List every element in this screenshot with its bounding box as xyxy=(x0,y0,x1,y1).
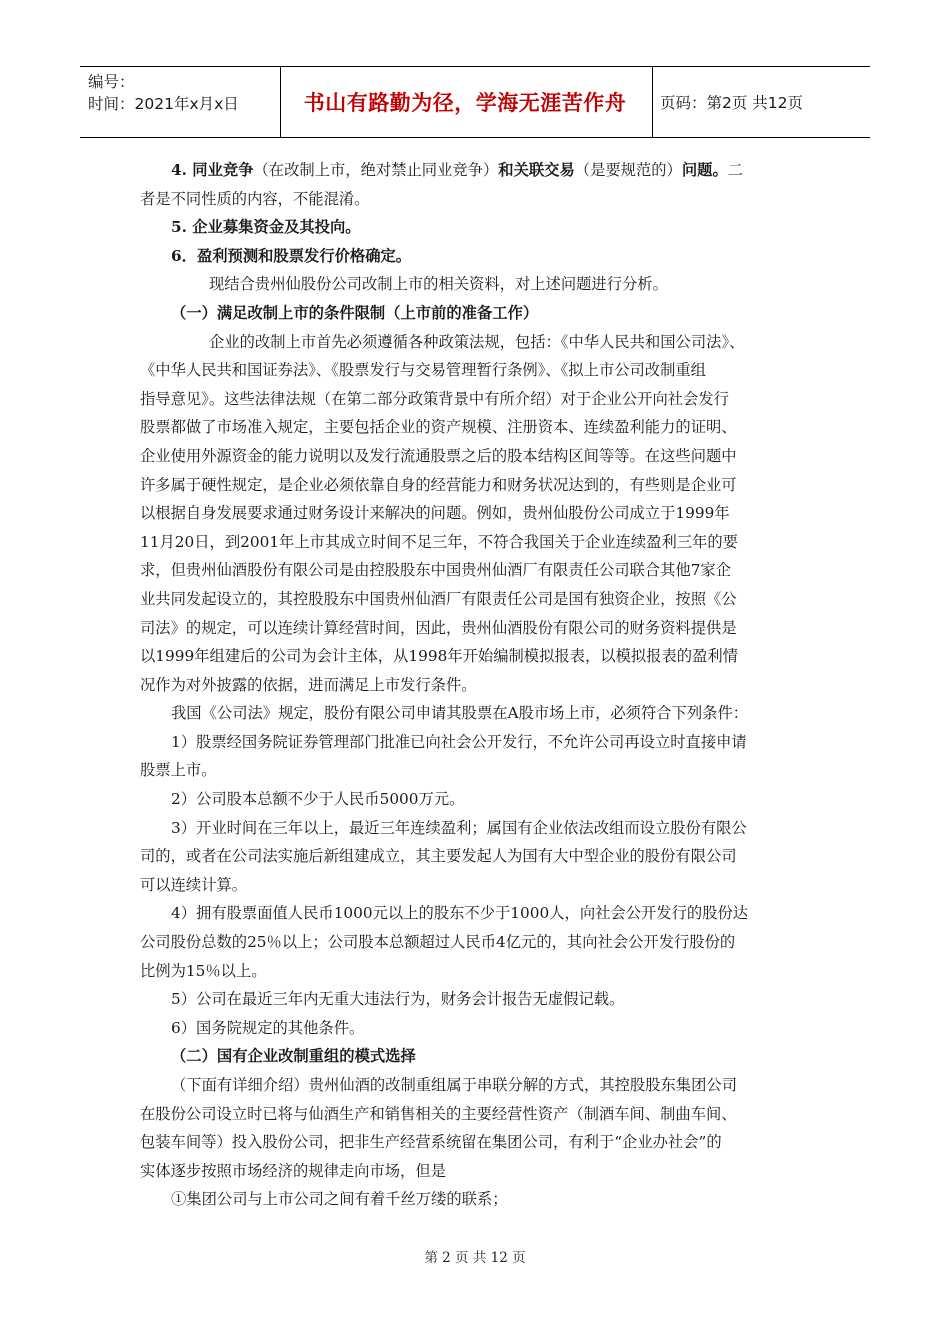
document-body xyxy=(140,156,810,1214)
bold-term: 和关联交易 xyxy=(498,161,575,179)
condition-item: 3）开业时间在三年以上，最近三年连续盈利；属国有企业依法改组而设立股份有限公 xyxy=(171,818,747,837)
note-text: （是要规范的） xyxy=(574,161,682,179)
text-line: 业共同发起设立的，其控股股东中国贵州仙酒厂有限责任公司是国有独资企业，按照《公 xyxy=(140,589,737,608)
text-line: 公司股份总数的25％以上；公司股本总额超过人民币4亿元的，其向社会公开发行股份的 xyxy=(140,933,736,952)
header-motto: 书山有路勤为径，学海无涯苦作舟 xyxy=(303,91,627,115)
note-text: 二 xyxy=(727,161,744,179)
paragraph-restructure xyxy=(140,1071,810,1185)
text-line: 企业的改制上市首先必须遵循各种政策法规，包括：《中华人民共和国公司法》、 xyxy=(209,332,745,351)
text-line: 企业使用外源资金的能力说明以及发行流通股票之后的股本结构区间等等。在这些问题中 xyxy=(140,446,737,465)
intro-paragraph: 现结合贵州仙股份公司改制上市的相关资料，对上述问题进行分析。 xyxy=(209,275,668,294)
law-intro: 我国《公司法》规定，股份有限公司申请其股票在A股市场上市，必须符合下列条件： xyxy=(171,704,749,723)
text-line: 司的，或者在公司法实施后新组建成立，其主要发起人为国有大中型企业的股份有限公司 xyxy=(140,847,737,866)
header-meta xyxy=(88,71,278,115)
bold-term: 同业竞争 xyxy=(192,161,254,179)
item-4-continued: 者是不同性质的内容，不能混淆。 xyxy=(140,189,370,208)
condition-item: 6）国务院规定的其他条件。 xyxy=(171,1018,365,1037)
note-text: （在改制上市，绝对禁止同业竞争） xyxy=(253,161,499,179)
condition-item: 2）公司股本总额不少于人民币5000万元。 xyxy=(171,790,465,809)
text-line: 《中华人民共和国证券法》、《股票发行与交易管理暂行条例》、《拟上市公司改制重组 xyxy=(140,361,706,380)
text-line: 股票都做了市场准入规定，主要包括企业的资产规模、注册资本、连续盈利能力的证明、 xyxy=(140,418,737,437)
text-line: 实体逐步按照市场经济的规律走向市场，但是 xyxy=(140,1161,446,1180)
text-line: 比例为15％以上。 xyxy=(140,961,267,980)
text-line: 况作为对外披露的依据，进而满足上市发行条件。 xyxy=(140,675,477,694)
condition-item: 1）股票经国务院证券管理部门批准已向社会公开发行，不允许公司再设立时直接申请 xyxy=(171,732,747,751)
paragraph-conditions xyxy=(140,328,810,700)
text-line: （下面有详细介绍）贵州仙酒的改制重组属于串联分解的方式，其控股股东集团公司 xyxy=(171,1076,737,1094)
page-footer: 第 2 页 共 12 页 xyxy=(424,1250,526,1266)
item-5: 5. 企业募集资金及其投向。 xyxy=(171,218,361,237)
condition-item: 5）公司在最近三年内无重大违法行为，财务会计报告无虚假记载。 xyxy=(171,990,625,1009)
text-line: 求，但贵州仙酒股份有限公司是由控股股东中国贵州仙酒厂有限责任公司联合其他7家企 xyxy=(140,561,732,580)
section-1-title: （一）满足改制上市的条件限制（上市前的准备工作） xyxy=(171,303,539,322)
text-line: 司法》的规定，可以连续计算经营时间，因此，贵州仙酒股份有限公司的财务资料提供是 xyxy=(140,618,737,637)
text-line: 许多属于硬性规定，是企业必须依靠自身的经营能力和财务状况达到的，有些则是企业可 xyxy=(140,475,737,494)
conditions-list xyxy=(140,728,810,1043)
text-line: 11月20日，到2001年上市其成立时间不足三年，不符合我国关于企业连续盈利三年的要 xyxy=(140,532,738,551)
text-line: 包装车间等）投入股份公司，把非生产经营系统留在集团公司，有利于“企业办社会”的 xyxy=(140,1133,722,1152)
text-line: 可以连续计算。 xyxy=(140,875,248,894)
section-2-title: （二）国有企业改制重组的模式选择 xyxy=(171,1047,416,1066)
item-4 xyxy=(140,156,810,185)
condition-item: 4）拥有股票面值人民币1000元以上的股东不少于1000人，向社会公开发行的股份达 xyxy=(171,904,749,923)
date-label: 时间：2021年x月x日 xyxy=(88,95,239,113)
item-6: 6．盈利预测和股票发行价格确定。 xyxy=(171,246,412,265)
code-label: 编号： xyxy=(88,73,135,91)
text-line: 以1999年组建后的公司为会计主体，从1998年开始编制模拟报表，以模拟报表的盈利情 xyxy=(140,647,738,666)
header-page-label: 页码：第2页 共12页 xyxy=(660,94,804,112)
text-line: 在股份公司设立时已将与仙酒生产和销售相关的主要经营性资产（制酒车间、制曲车间、 xyxy=(140,1104,737,1123)
page-header xyxy=(80,66,870,138)
header-divider xyxy=(652,67,653,137)
text-line: 以根据自身发展要求通过财务设计来解决的问题。例如，贵州仙股份公司成立于1999年 xyxy=(140,504,730,523)
point-1: ①集团公司与上市公司之间有着千丝万缕的联系； xyxy=(171,1190,508,1209)
bold-term: 问题。 xyxy=(681,161,728,179)
text-line: 股票上市。 xyxy=(140,761,217,780)
text-line: 指导意见》。这些法律法规（在第二部分政策背景中有所介绍）对于企业公开向社会发行 xyxy=(140,389,729,408)
item-number: 4. xyxy=(171,161,193,179)
